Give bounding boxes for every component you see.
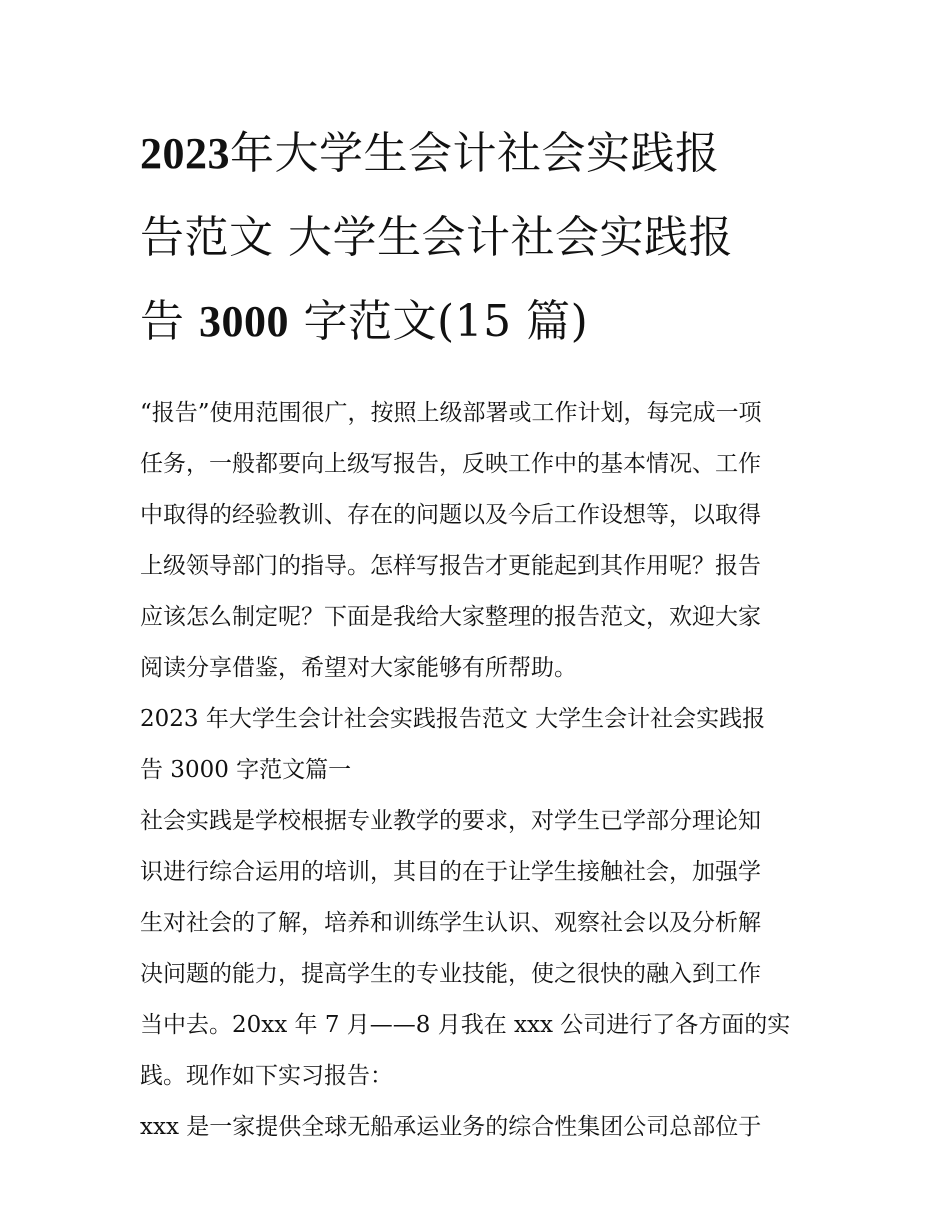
title-text: 告范文 大学生会计社会实践报 [140,212,733,263]
body-line: “报告”使用范围很广，按照上级部署或工作计划，每完成一项 [140,400,762,426]
document-title [140,112,812,364]
title-text: 年大学生会计社会实践报 [230,128,720,179]
section-heading-line: 告 3000 字范文篇一 [140,757,352,783]
body-line: 阅读分享借鉴，希望对大家能够有所帮助。 [140,655,577,681]
title-text: 告 [140,296,199,347]
body-line: 上级领导部门的指导。怎样写报告才更能起到其作用呢？报告 [140,553,761,579]
body-line: 当中去。20xx 年 7 月——8 月我在 xxx 公司进行了各方面的实 [140,1012,791,1038]
body-line: 社会实践是学校根据专业教学的要求，对学生已学部分理论知 [140,808,761,834]
body-line: 决问题的能力，提高学生的专业技能，使之很快的融入到工作 [140,961,761,987]
title-text: 字范文(15 篇) [289,296,589,347]
body-line: 应该怎么制定呢？下面是我给大家整理的报告范文，欢迎大家 [140,604,761,630]
body-line: 任务，一般都要向上级写报告，反映工作中的基本情况、工作 [140,451,761,477]
title-line-1 [140,112,812,196]
section-heading-line: 2023 年大学生会计社会实践报告范文 大学生会计社会实践报 [140,706,766,732]
title-year: 2023 [140,129,230,178]
body-line: 践。现作如下实习报告： [140,1063,393,1089]
document-body [140,388,812,1153]
body-line: 生对社会的了解，培养和训练学生认识、观察社会以及分析解 [140,910,761,936]
body-line: 中取得的经验教训、存在的问题以及今后工作设想等，以取得 [140,502,761,528]
document-content [140,112,812,1153]
title-word-count: 3000 [199,297,289,346]
body-line: 识进行综合运用的培训，其目的在于让学生接触社会，加强学 [140,859,761,885]
body-line: xxx 是一家提供全球无船承运业务的综合性集团公司总部位于 [140,1114,762,1140]
title-line-2 [140,196,812,280]
title-line-3 [140,280,812,364]
